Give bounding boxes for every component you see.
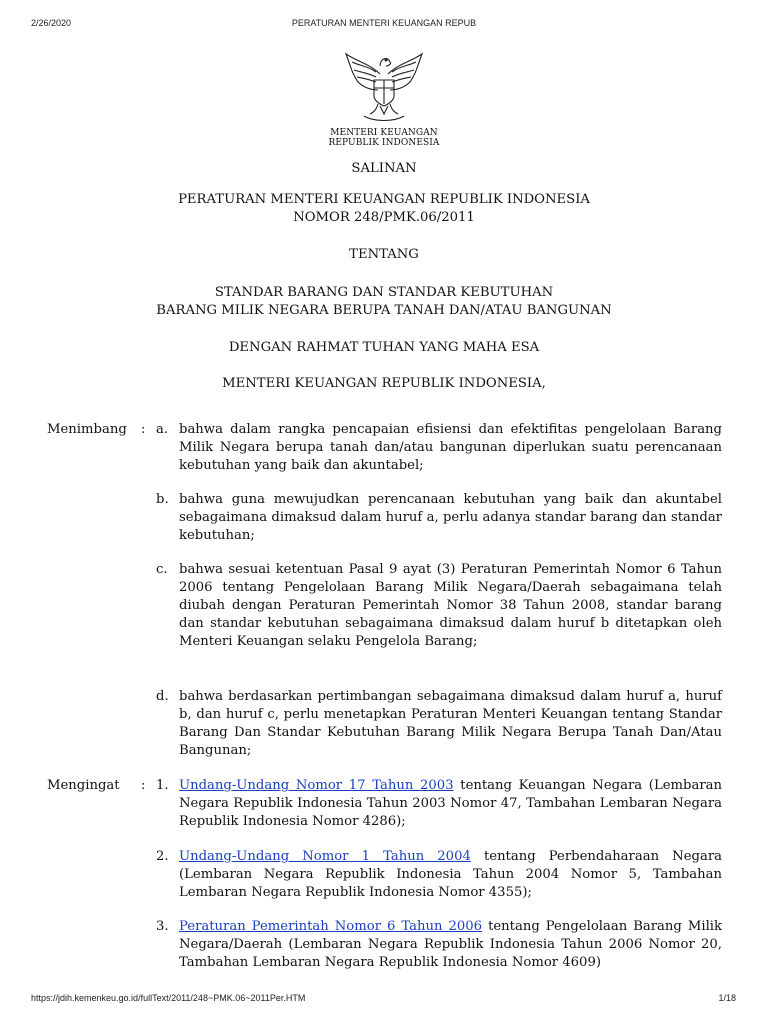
menimbang-mark-a: a. [156, 422, 169, 437]
mengingat-colon: : [141, 778, 146, 793]
letterhead-line-1: MENTERI KEUANGAN [330, 128, 438, 138]
print-page-number: 1/18 [718, 993, 736, 1003]
garuda-emblem-icon [340, 44, 428, 124]
menimbang-label: Menimbang [47, 422, 127, 437]
menimbang-item-c: bahwa sesuai ketentuan Pasal 9 ayat (3) Peraturan Pemerintah Nomor 6 Tahun 2006 tentang Pengelolaan Barang Milik Negara/Daerah sebagaimana telah diubah dengan Peraturan Pemerintah Nomor 38 Tahun 2008, standar barang dan standar kebutuhan sebagaimana dimaksud dalam huruf b ditetapkan oleh Menteri Keuangan selaku Pengelola Barang; [179, 562, 722, 649]
mengingat-mark-3: 3. [156, 919, 169, 934]
menimbang-mark-b: b. [156, 492, 169, 507]
print-header [0, 18, 768, 30]
mengingat-item-2 [179, 848, 722, 902]
law-link-uu-1-2004[interactable]: Undang-Undang Nomor 1 Tahun 2004 [179, 849, 471, 864]
menimbang-item-d: bahwa berdasarkan pertimbangan sebagaimana dimaksud dalam huruf a, huruf b, dan huruf c, perlu menetapkan Peraturan Menteri Keuangan tentang Standar Barang Dan Standar Kebutuhan Barang Milik Negara Berupa Tanah Dan/Atau Bangunan; [179, 689, 722, 758]
mengingat-label: Mengingat [47, 778, 120, 793]
print-date: 2/26/2020 [31, 18, 72, 28]
print-title: PERATURAN MENTERI KEUANGAN REPUB [291, 18, 477, 28]
menimbang-item-b: bahwa guna mewujudkan perencanaan kebutuhan yang baik dan akuntabel sebagaimana dimaksud dalam huruf a, perlu adanya standar barang dan standar kebutuhan; [179, 492, 722, 543]
law-link-pp-6-2006[interactable]: Peraturan Pemerintah Nomor 6 Tahun 2006 [179, 919, 483, 934]
blessing-line: DENGAN RAHMAT TUHAN YANG MAHA ESA [228, 340, 540, 355]
print-footer [0, 993, 768, 1005]
mengingat-item-1 [179, 777, 722, 831]
copy-label: SALINAN [351, 161, 417, 176]
mengingat-item-3-text: tentang Pengelolaan Barang Milik Negara/Daerah (Lembaran Negara Republik Indonesia Tahun 2006 Nomor 20, Tambahan Lembaran Negara Republik Indonesia Nomor 4609) [179, 919, 722, 970]
regulation-title: PERATURAN MENTERI KEUANGAN REPUBLIK INDONESIA [178, 192, 590, 207]
law-link-uu-17-2003[interactable]: Undang-Undang Nomor 17 Tahun 2003 [179, 778, 454, 793]
letterhead-line-2: REPUBLIK INDONESIA [328, 138, 440, 148]
letterhead-ministry [0, 128, 768, 148]
subject-line-2: BARANG MILIK NEGARA BERUPA TANAH DAN/ATAU BANGUNAN [156, 303, 612, 318]
mengingat-item-1-text: tentang Keuangan Negara (Lembaran Negara Republik Indonesia Tahun 2003 Nomor 47, Tambahan Lembaran Negara Republik Indonesia Nomor 4286); [179, 778, 722, 829]
mengingat-item-3 [179, 918, 722, 972]
menimbang-item-a: bahwa dalam rangka pencapaian efisiensi dan efektifitas pengelolaan Barang Milik Negara berupa tanah dan/atau bangunan diperlukan suatu perencanaan kebutuhan yang baik dan akuntabel; [179, 422, 722, 473]
mengingat-mark-1: 1. [156, 778, 169, 793]
about-heading: TENTANG [349, 247, 419, 262]
menimbang-mark-c: c. [156, 562, 168, 577]
mengingat-item-2-text: tentang Perbendaharaan Negara (Lembaran Negara Republik Indonesia Tahun 2004 Nomor 5, Tambahan Lembaran Negara Republik Indonesia Nomor 4355); [179, 849, 722, 900]
mengingat-mark-2: 2. [156, 849, 169, 864]
menimbang-colon: : [141, 422, 146, 437]
menimbang-mark-d: d. [156, 689, 169, 704]
regulation-number: NOMOR 248/PMK.06/2011 [293, 210, 475, 225]
print-url: https://jdih.kemenkeu.go.id/fullText/2011/248~PMK.06~2011Per.HTM [31, 993, 306, 1003]
issuer-line: MENTERI KEUANGAN REPUBLIK INDONESIA, [222, 376, 546, 391]
subject-line-1: STANDAR BARANG DAN STANDAR KEBUTUHAN [214, 285, 554, 300]
